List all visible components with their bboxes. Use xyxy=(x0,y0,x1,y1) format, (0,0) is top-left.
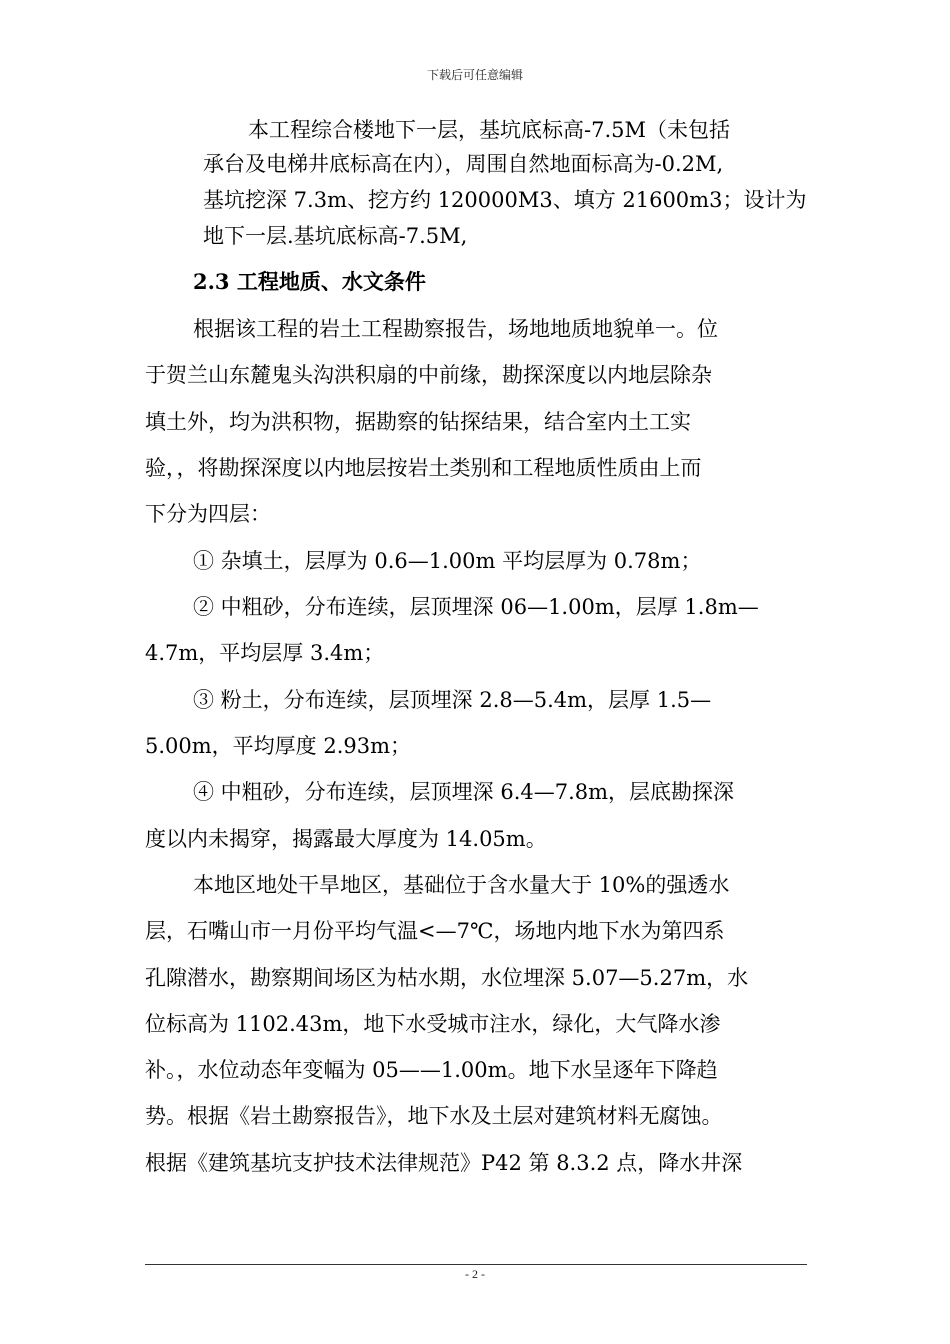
section-heading: 2.3 工程地质、水文条件 xyxy=(193,269,426,294)
paragraph-line: 下分为四层： xyxy=(145,502,271,526)
layer-item: ② 中粗砂，分布连续，层顶埋深 06—1.00m，层厚 1.8m— xyxy=(193,595,759,619)
paragraph-line: 验，，将勘探深度以内地层按岩土类别和工程地质性质由上而 xyxy=(145,456,702,480)
paragraph-line: 本地区地处干旱地区，基础位于含水量大于 10%的强透水 xyxy=(193,873,730,897)
paragraph-line: 层，石嘴山市一月份平均气温<—7℃，场地内地下水为第四系 xyxy=(145,919,725,943)
layer-item: ① 杂填土，层厚为 0.6—1.00m 平均层厚为 0.78m； xyxy=(193,549,702,573)
layer-item: ③ 粉土，分布连续，层顶埋深 2.8—5.4m，层厚 1.5— xyxy=(193,688,712,712)
paragraph-line: 承台及电梯井底标高在内），周围自然地面标高为-0.2M, xyxy=(203,152,724,176)
layer-item: ④ 中粗砂，分布连续，层顶埋深 6.4—7.8m，层底勘探深 xyxy=(193,780,735,804)
paragraph-line: 位标高为 1102.43m，地下水受城市注水，绿化，大气降水渗 xyxy=(145,1012,721,1036)
paragraph-line: 根据《建筑基坑支护技术法律规范》P42 第 8.3.2 点，降水井深 xyxy=(145,1151,743,1175)
paragraph-line: 地下一层.基坑底标高-7.5M, xyxy=(203,224,468,248)
paragraph-line: 基坑挖深 7.3m、挖方约 120000M3、填方 21600m3；设计为 xyxy=(203,188,807,212)
layer-item-continuation: 5.00m，平均厚度 2.93m； xyxy=(145,734,412,758)
paragraph-line: 填土外，均为洪积物，据勘察的钻探结果，结合室内土工实 xyxy=(145,410,691,434)
footer-divider xyxy=(145,1264,807,1265)
page-header: 下载后可任意编辑 xyxy=(426,68,523,82)
paragraph-line: 补。，水位动态年变幅为 05——1.00m。地下水呈逐年下降趋 xyxy=(145,1058,718,1082)
paragraph-line: 根据该工程的岩土工程勘察报告，场地地质地貌单一。位 xyxy=(193,317,718,341)
layer-item-continuation: 4.7m，平均层厚 3.4m； xyxy=(145,641,385,665)
paragraph-line: 于贺兰山东麓鬼头沟洪积扇的中前缘，勘探深度以内地层除杂 xyxy=(145,363,712,387)
paragraph-line: 本工程综合楼地下一层，基坑底标高-7.5M（未包括 xyxy=(248,118,730,142)
paragraph-line: 孔隙潜水，勘察期间场区为枯水期，水位埋深 5.07—5.27m，水 xyxy=(145,966,749,990)
layer-item-continuation: 度以内未揭穿，揭露最大厚度为 14.05m。 xyxy=(145,827,547,851)
paragraph-line: 势。根据《岩土勘察报告》，地下水及土层对建筑材料无腐蚀。 xyxy=(145,1104,723,1128)
page-number: - 2 - xyxy=(465,1267,485,1281)
